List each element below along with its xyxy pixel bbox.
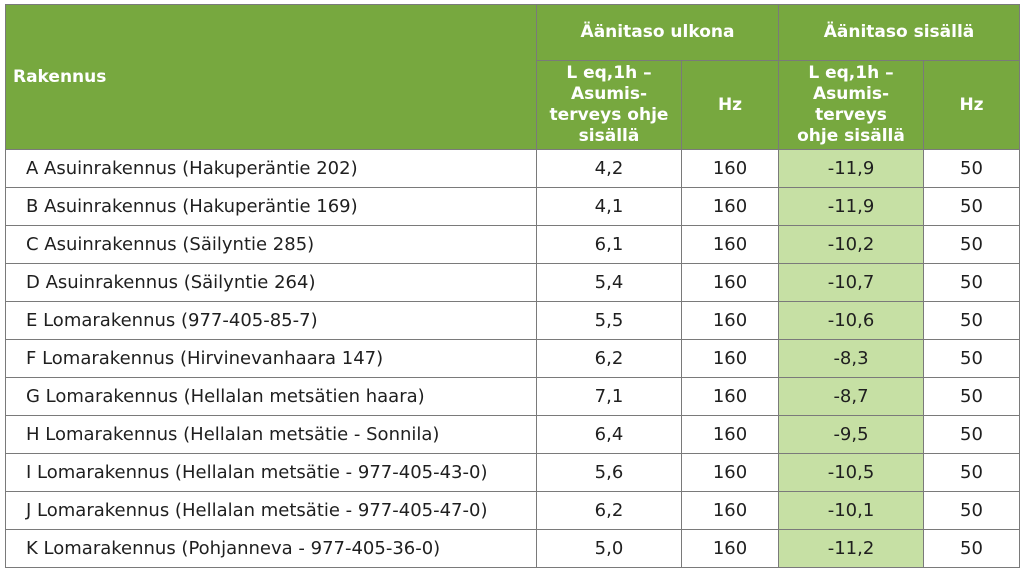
cell-outdoor-hz: 160 [682,264,779,302]
cell-indoor-hz: 50 [924,226,1020,264]
cell-indoor-level: -10,6 [779,302,924,340]
cell-outdoor-level: 7,1 [537,378,682,416]
header-outdoor-metric [537,61,682,150]
cell-indoor-hz: 50 [924,378,1020,416]
cell-building-name: K Lomarakennus (Pohjanneva - 977-405-36-0) [6,530,537,568]
header-indoor-metric-line: ohje sisällä [797,126,905,146]
cell-indoor-hz: 50 [924,340,1020,378]
cell-indoor-level: -10,7 [779,264,924,302]
header-outdoor-hz: Hz [682,61,779,150]
cell-indoor-level: -10,1 [779,492,924,530]
header-indoor-metric-line: L eq,1h – [808,63,894,83]
table-row [6,150,1020,188]
table-row [6,454,1020,492]
cell-outdoor-level: 5,0 [537,530,682,568]
table-row [6,530,1020,568]
cell-outdoor-hz: 160 [682,454,779,492]
header-indoor-metric-line: terveys [815,105,887,125]
cell-outdoor-hz: 160 [682,226,779,264]
cell-indoor-hz: 50 [924,150,1020,188]
table-row [6,264,1020,302]
cell-outdoor-hz: 160 [682,188,779,226]
cell-building-name: H Lomarakennus (Hellalan metsätie - Sonnila) [6,416,537,454]
header-indoor-hz: Hz [924,61,1020,150]
cell-outdoor-level: 5,5 [537,302,682,340]
cell-outdoor-hz: 160 [682,150,779,188]
cell-indoor-hz: 50 [924,530,1020,568]
cell-indoor-level: -9,5 [779,416,924,454]
cell-outdoor-level: 5,6 [537,454,682,492]
cell-outdoor-level: 6,1 [537,226,682,264]
table-row [6,416,1020,454]
header-outdoor-metric-line: sisällä [578,126,640,146]
cell-indoor-hz: 50 [924,454,1020,492]
header-indoor-metric-line: Asumis- [812,84,890,104]
header-indoor-level: Äänitaso sisällä [779,5,1020,61]
cell-indoor-hz: 50 [924,188,1020,226]
cell-building-name: I Lomarakennus (Hellalan metsätie - 977-405-43-0) [6,454,537,492]
header-outdoor-metric-line: L eq,1h – [566,63,652,83]
cell-outdoor-level: 4,1 [537,188,682,226]
table-row [6,378,1020,416]
cell-outdoor-hz: 160 [682,492,779,530]
cell-outdoor-hz: 160 [682,378,779,416]
cell-outdoor-hz: 160 [682,416,779,454]
table-row [6,302,1020,340]
cell-building-name: G Lomarakennus (Hellalan metsätien haara) [6,378,537,416]
cell-building-name: F Lomarakennus (Hirvinevanhaara 147) [6,340,537,378]
cell-indoor-level: -8,7 [779,378,924,416]
cell-indoor-level: -10,2 [779,226,924,264]
cell-building-name: B Asuinrakennus (Hakuperäntie 169) [6,188,537,226]
cell-outdoor-hz: 160 [682,340,779,378]
header-outdoor-metric-line: Asumis- [570,84,648,104]
cell-outdoor-level: 6,2 [537,492,682,530]
cell-building-name: J Lomarakennus (Hellalan metsätie - 977-405-47-0) [6,492,537,530]
cell-building-name: A Asuinrakennus (Hakuperäntie 202) [6,150,537,188]
table-row [6,340,1020,378]
noise-level-table [5,4,1020,568]
header-indoor-metric [779,61,924,150]
cell-outdoor-level: 5,4 [537,264,682,302]
cell-indoor-hz: 50 [924,264,1020,302]
cell-outdoor-level: 4,2 [537,150,682,188]
table-row [6,226,1020,264]
header-outdoor-level: Äänitaso ulkona [537,5,779,61]
cell-outdoor-level: 6,2 [537,340,682,378]
cell-outdoor-level: 6,4 [537,416,682,454]
cell-outdoor-hz: 160 [682,302,779,340]
cell-indoor-level: -11,2 [779,530,924,568]
cell-indoor-hz: 50 [924,302,1020,340]
cell-indoor-level: -8,3 [779,340,924,378]
cell-building-name: C Asuinrakennus (Säilyntie 285) [6,226,537,264]
header-outdoor-metric-line: terveys ohje [549,105,669,125]
cell-outdoor-hz: 160 [682,530,779,568]
cell-indoor-hz: 50 [924,492,1020,530]
cell-indoor-level: -10,5 [779,454,924,492]
cell-building-name: E Lomarakennus (977-405-85-7) [6,302,537,340]
cell-indoor-level: -11,9 [779,150,924,188]
header-building: Rakennus [6,5,537,150]
cell-indoor-level: -11,9 [779,188,924,226]
table-row [6,492,1020,530]
table-row [6,188,1020,226]
cell-building-name: D Asuinrakennus (Säilyntie 264) [6,264,537,302]
cell-indoor-hz: 50 [924,416,1020,454]
